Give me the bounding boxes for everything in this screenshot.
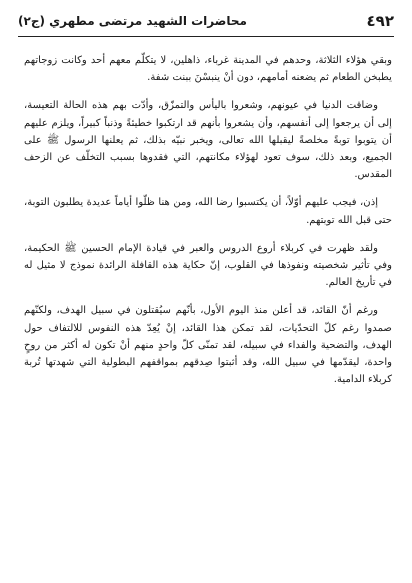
- paragraph-2: وضاقت الدنيا في عيونهم، وشعروا باليأس والتمزّق، وأدّت بهم هذه الحالة التعيسة، إلى أن يرجعوا إلى أنفسهم، وأن يشعروا بأنهم قد ارتكبوا خطيئةً وذنباً كبيراً، ويلزم عليهم أن يتوبوا توبةً مخلصةً ليقبلها الله تعالى، ويخبر نبيّه بذلك، ثم يعلنها الرسول ﷺ على الجميع، وبعد ذلك، سوف تعود لهؤلاء مكانتهم، التي فقدوها بسبب التخلّف عن الزحف المقدس.: [24, 100, 392, 181]
- header-divider: [18, 36, 394, 37]
- page-number: ٤٩٢: [366, 12, 394, 30]
- paragraph-5: ورغم أنّ القائد، قد أعلن منذ اليوم الأول، بأنّهم سيُقتلون في سبيل الهدف، ولكنّهم صمدوا رغم كلّ التحدّيات، لقد تمكن هذا القائد، إنْ يُعِدّ هذه النفوس للالتفاف حول الهدف، والتضحية والفداء في سبيله، لقد تمنّى كلّ واحدٍ منهم أنْ تكون له أكثر من روحٍ واحدة، ليقدّمها في سبيل الله، وقد أثبتوا صِدقهم بمواقفهم البطولية التي شهدتها تُربة كربلاء الدامية.: [24, 305, 392, 386]
- page-body: [24, 52, 392, 399]
- paragraph-1: وبقي هؤلاء الثلاثة، وحدهم في المدينة غرباء، ذاهلين، لا يتكلّم معهم أحد وكانت زوجاتهم يطبخن الطعام ثم يضعنه أمامهم، دون أنْ ينبسْنَ ببنت شفة.: [24, 55, 392, 84]
- page-header: [18, 10, 394, 32]
- paragraph-4: ولقد ظهرت في كربلاء أروع الدروس والعبر في قيادة الإمام الحسين ﷺ الحكيمة، وفي تأثير شخصيته ونفوذها في القلوب، إنّ حكاية هذه القافلة الرائدة نموذج لا مثيل له في تأريخ العالم.: [24, 242, 392, 289]
- running-title: محاضرات الشهيد مرتضى مطهري (ج٢): [18, 14, 247, 28]
- paragraph-3: إذن، فيجب عليهم أوّلاً، أن يكتسبوا رضا الله، ومن هنا ظلّوا أياماً عديدة يطلبون التوبة، حتى قبل الله توبتهم.: [24, 197, 392, 226]
